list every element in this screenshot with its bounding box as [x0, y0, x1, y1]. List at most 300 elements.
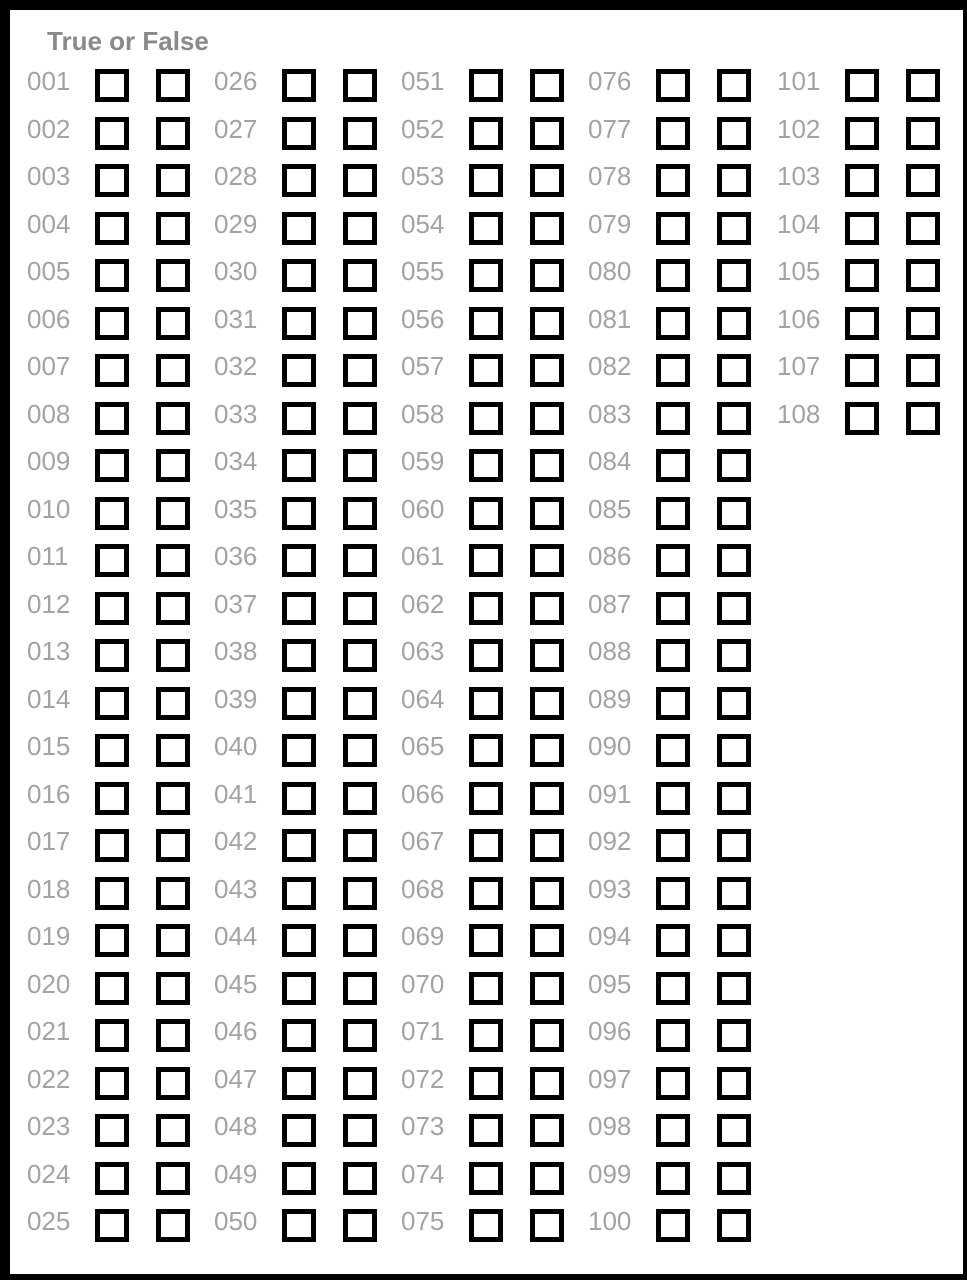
true-checkbox[interactable]: [656, 877, 690, 910]
false-checkbox[interactable]: [530, 117, 564, 150]
false-checkbox[interactable]: [717, 1067, 751, 1100]
true-checkbox[interactable]: [469, 164, 503, 197]
answer-row: [27, 114, 207, 157]
false-checkbox[interactable]: [717, 972, 751, 1005]
true-checkbox[interactable]: [282, 69, 316, 102]
false-checkbox[interactable]: [717, 449, 751, 482]
false-checkbox[interactable]: [343, 1209, 377, 1242]
answer-row: [27, 161, 207, 204]
question-number: 106: [777, 304, 821, 334]
false-checkbox[interactable]: [530, 924, 564, 957]
true-checkbox[interactable]: [469, 402, 503, 435]
false-checkbox[interactable]: [343, 972, 377, 1005]
question-number: 027: [214, 114, 258, 144]
false-checkbox[interactable]: [717, 402, 751, 435]
true-checkbox[interactable]: [95, 877, 129, 910]
true-checkbox[interactable]: [282, 829, 316, 862]
true-checkbox[interactable]: [656, 734, 690, 767]
true-checkbox[interactable]: [282, 877, 316, 910]
answer-row: [27, 1111, 207, 1154]
false-checkbox[interactable]: [717, 259, 751, 292]
false-checkbox[interactable]: [530, 402, 564, 435]
true-checkbox[interactable]: [95, 1019, 129, 1052]
false-checkbox[interactable]: [343, 1019, 377, 1052]
false-checkbox[interactable]: [530, 1209, 564, 1242]
false-checkbox[interactable]: [530, 1019, 564, 1052]
question-number: 039: [214, 684, 258, 714]
question-number: 089: [588, 684, 632, 714]
question-number: 009: [27, 446, 71, 476]
true-checkbox[interactable]: [845, 402, 879, 435]
true-checkbox[interactable]: [656, 1209, 690, 1242]
true-checkbox[interactable]: [282, 497, 316, 530]
true-checkbox[interactable]: [282, 1067, 316, 1100]
answer-row: [214, 589, 394, 632]
false-checkbox[interactable]: [717, 1209, 751, 1242]
false-checkbox[interactable]: [156, 1114, 190, 1147]
true-checkbox[interactable]: [845, 69, 879, 102]
false-checkbox[interactable]: [343, 924, 377, 957]
false-checkbox[interactable]: [156, 829, 190, 862]
false-checkbox[interactable]: [906, 212, 940, 245]
question-number: 052: [401, 114, 445, 144]
false-checkbox[interactable]: [530, 212, 564, 245]
false-checkbox[interactable]: [343, 354, 377, 387]
question-number: 083: [588, 399, 632, 429]
answer-row: [214, 66, 394, 109]
answer-row: [214, 874, 394, 917]
false-checkbox[interactable]: [530, 687, 564, 720]
answer-row: [401, 969, 581, 1012]
true-checkbox[interactable]: [95, 829, 129, 862]
false-checkbox[interactable]: [343, 69, 377, 102]
true-checkbox[interactable]: [469, 1114, 503, 1147]
false-checkbox[interactable]: [717, 592, 751, 625]
false-checkbox[interactable]: [530, 307, 564, 340]
question-number: 010: [27, 494, 71, 524]
true-checkbox[interactable]: [282, 117, 316, 150]
true-checkbox[interactable]: [282, 972, 316, 1005]
answer-row: [777, 114, 957, 157]
true-checkbox[interactable]: [845, 259, 879, 292]
false-checkbox[interactable]: [343, 259, 377, 292]
false-checkbox[interactable]: [717, 354, 751, 387]
false-checkbox[interactable]: [156, 734, 190, 767]
false-checkbox[interactable]: [717, 877, 751, 910]
false-checkbox[interactable]: [156, 69, 190, 102]
true-checkbox[interactable]: [95, 354, 129, 387]
true-checkbox[interactable]: [95, 1162, 129, 1195]
false-checkbox[interactable]: [717, 1162, 751, 1195]
false-checkbox[interactable]: [156, 164, 190, 197]
false-checkbox[interactable]: [343, 592, 377, 625]
true-checkbox[interactable]: [845, 117, 879, 150]
false-checkbox[interactable]: [343, 449, 377, 482]
false-checkbox[interactable]: [343, 544, 377, 577]
question-number: 084: [588, 446, 632, 476]
true-checkbox[interactable]: [469, 829, 503, 862]
true-checkbox[interactable]: [469, 924, 503, 957]
true-checkbox[interactable]: [469, 497, 503, 530]
true-checkbox[interactable]: [656, 1019, 690, 1052]
true-checkbox[interactable]: [656, 544, 690, 577]
question-number: 073: [401, 1111, 445, 1141]
true-checkbox[interactable]: [95, 734, 129, 767]
true-checkbox[interactable]: [95, 69, 129, 102]
answer-row: [27, 589, 207, 632]
answer-row: [27, 874, 207, 917]
question-number: 028: [214, 161, 258, 191]
question-number: 067: [401, 826, 445, 856]
false-checkbox[interactable]: [530, 544, 564, 577]
question-number: 066: [401, 779, 445, 809]
question-number: 074: [401, 1159, 445, 1189]
false-checkbox[interactable]: [156, 782, 190, 815]
true-checkbox[interactable]: [282, 924, 316, 957]
false-checkbox[interactable]: [156, 639, 190, 672]
answer-row: [401, 921, 581, 964]
false-checkbox[interactable]: [343, 1067, 377, 1100]
true-checkbox[interactable]: [95, 972, 129, 1005]
answer-row: [27, 684, 207, 727]
true-checkbox[interactable]: [95, 687, 129, 720]
true-checkbox[interactable]: [656, 972, 690, 1005]
true-checkbox[interactable]: [656, 117, 690, 150]
true-checkbox[interactable]: [469, 972, 503, 1005]
true-checkbox[interactable]: [469, 259, 503, 292]
true-checkbox[interactable]: [95, 592, 129, 625]
false-checkbox[interactable]: [717, 829, 751, 862]
question-number: 091: [588, 779, 632, 809]
question-number: 075: [401, 1206, 445, 1236]
question-number: 103: [777, 161, 821, 191]
false-checkbox[interactable]: [156, 972, 190, 1005]
false-checkbox[interactable]: [530, 69, 564, 102]
question-number: 092: [588, 826, 632, 856]
false-checkbox[interactable]: [156, 497, 190, 530]
answer-row: [214, 161, 394, 204]
question-number: 108: [777, 399, 821, 429]
false-checkbox[interactable]: [343, 687, 377, 720]
false-checkbox[interactable]: [156, 924, 190, 957]
false-checkbox[interactable]: [530, 259, 564, 292]
true-checkbox[interactable]: [469, 354, 503, 387]
question-number: 088: [588, 636, 632, 666]
false-checkbox[interactable]: [156, 1067, 190, 1100]
question-number: 024: [27, 1159, 71, 1189]
true-checkbox[interactable]: [282, 544, 316, 577]
true-checkbox[interactable]: [469, 544, 503, 577]
true-checkbox[interactable]: [656, 449, 690, 482]
false-checkbox[interactable]: [530, 972, 564, 1005]
false-checkbox[interactable]: [717, 687, 751, 720]
false-checkbox[interactable]: [717, 924, 751, 957]
false-checkbox[interactable]: [343, 117, 377, 150]
true-checkbox[interactable]: [95, 924, 129, 957]
true-checkbox[interactable]: [469, 592, 503, 625]
answer-row: [401, 446, 581, 489]
true-checkbox[interactable]: [282, 212, 316, 245]
false-checkbox[interactable]: [717, 639, 751, 672]
true-checkbox[interactable]: [95, 212, 129, 245]
false-checkbox[interactable]: [343, 782, 377, 815]
false-checkbox[interactable]: [530, 639, 564, 672]
question-number: 072: [401, 1064, 445, 1094]
true-checkbox[interactable]: [282, 1209, 316, 1242]
false-checkbox[interactable]: [530, 449, 564, 482]
false-checkbox[interactable]: [343, 1114, 377, 1147]
false-checkbox[interactable]: [343, 164, 377, 197]
true-checkbox[interactable]: [656, 1114, 690, 1147]
false-checkbox[interactable]: [156, 877, 190, 910]
true-checkbox[interactable]: [845, 212, 879, 245]
answer-row: [401, 1159, 581, 1202]
true-checkbox[interactable]: [656, 592, 690, 625]
false-checkbox[interactable]: [717, 544, 751, 577]
false-checkbox[interactable]: [530, 734, 564, 767]
true-checkbox[interactable]: [469, 687, 503, 720]
true-checkbox[interactable]: [469, 449, 503, 482]
question-number: 032: [214, 351, 258, 381]
answer-row: [401, 1206, 581, 1249]
question-number: 034: [214, 446, 258, 476]
answer-row: [777, 161, 957, 204]
false-checkbox[interactable]: [156, 212, 190, 245]
true-checkbox[interactable]: [282, 307, 316, 340]
answer-row: [777, 209, 957, 252]
false-checkbox[interactable]: [717, 117, 751, 150]
true-checkbox[interactable]: [656, 1162, 690, 1195]
true-checkbox[interactable]: [469, 117, 503, 150]
false-checkbox[interactable]: [156, 307, 190, 340]
true-checkbox[interactable]: [282, 449, 316, 482]
false-checkbox[interactable]: [717, 734, 751, 767]
question-number: 058: [401, 399, 445, 429]
question-number: 011: [27, 541, 69, 571]
true-checkbox[interactable]: [656, 402, 690, 435]
false-checkbox[interactable]: [906, 259, 940, 292]
answer-row: [214, 1064, 394, 1107]
false-checkbox[interactable]: [156, 592, 190, 625]
true-checkbox[interactable]: [95, 259, 129, 292]
false-checkbox[interactable]: [343, 639, 377, 672]
false-checkbox[interactable]: [156, 687, 190, 720]
answer-row: [401, 1064, 581, 1107]
true-checkbox[interactable]: [469, 877, 503, 910]
true-checkbox[interactable]: [469, 1019, 503, 1052]
true-checkbox[interactable]: [282, 782, 316, 815]
false-checkbox[interactable]: [156, 117, 190, 150]
true-checkbox[interactable]: [656, 639, 690, 672]
false-checkbox[interactable]: [906, 307, 940, 340]
answer-row: [588, 826, 768, 869]
true-checkbox[interactable]: [469, 639, 503, 672]
false-checkbox[interactable]: [906, 164, 940, 197]
true-checkbox[interactable]: [656, 259, 690, 292]
answer-row: [214, 684, 394, 727]
false-checkbox[interactable]: [156, 402, 190, 435]
true-checkbox[interactable]: [95, 497, 129, 530]
true-checkbox[interactable]: [282, 402, 316, 435]
true-checkbox[interactable]: [282, 354, 316, 387]
false-checkbox[interactable]: [343, 307, 377, 340]
answer-row: [588, 684, 768, 727]
true-checkbox[interactable]: [95, 449, 129, 482]
false-checkbox[interactable]: [717, 1019, 751, 1052]
true-checkbox[interactable]: [282, 1114, 316, 1147]
true-checkbox[interactable]: [95, 307, 129, 340]
false-checkbox[interactable]: [343, 497, 377, 530]
true-checkbox[interactable]: [656, 924, 690, 957]
true-checkbox[interactable]: [469, 212, 503, 245]
answer-row: [27, 399, 207, 442]
false-checkbox[interactable]: [906, 354, 940, 387]
false-checkbox[interactable]: [906, 402, 940, 435]
false-checkbox[interactable]: [530, 592, 564, 625]
true-checkbox[interactable]: [469, 1067, 503, 1100]
false-checkbox[interactable]: [530, 1114, 564, 1147]
false-checkbox[interactable]: [530, 782, 564, 815]
true-checkbox[interactable]: [282, 734, 316, 767]
true-checkbox[interactable]: [656, 307, 690, 340]
answer-row: [588, 494, 768, 537]
false-checkbox[interactable]: [530, 1067, 564, 1100]
false-checkbox[interactable]: [156, 259, 190, 292]
answer-row: [27, 731, 207, 774]
true-checkbox[interactable]: [282, 1019, 316, 1052]
true-checkbox[interactable]: [469, 734, 503, 767]
answer-row: [214, 304, 394, 347]
false-checkbox[interactable]: [906, 69, 940, 102]
question-number: 013: [27, 636, 71, 666]
true-checkbox[interactable]: [282, 687, 316, 720]
true-checkbox[interactable]: [656, 164, 690, 197]
answer-row: [401, 209, 581, 252]
true-checkbox[interactable]: [282, 164, 316, 197]
false-checkbox[interactable]: [906, 117, 940, 150]
false-checkbox[interactable]: [156, 1209, 190, 1242]
false-checkbox[interactable]: [343, 829, 377, 862]
false-checkbox[interactable]: [530, 1162, 564, 1195]
true-checkbox[interactable]: [282, 639, 316, 672]
true-checkbox[interactable]: [656, 1067, 690, 1100]
false-checkbox[interactable]: [717, 212, 751, 245]
question-number: 023: [27, 1111, 71, 1141]
answer-row: [27, 1064, 207, 1107]
true-checkbox[interactable]: [95, 1114, 129, 1147]
true-checkbox[interactable]: [469, 782, 503, 815]
answer-row: [214, 826, 394, 869]
answer-row: [401, 304, 581, 347]
question-number: 042: [214, 826, 258, 856]
question-number: 047: [214, 1064, 258, 1094]
true-checkbox[interactable]: [282, 259, 316, 292]
answer-row: [27, 826, 207, 869]
true-checkbox[interactable]: [95, 782, 129, 815]
question-number: 006: [27, 304, 71, 334]
true-checkbox[interactable]: [469, 1209, 503, 1242]
true-checkbox[interactable]: [656, 782, 690, 815]
false-checkbox[interactable]: [343, 877, 377, 910]
question-number: 053: [401, 161, 445, 191]
false-checkbox[interactable]: [156, 1162, 190, 1195]
false-checkbox[interactable]: [530, 497, 564, 530]
true-checkbox[interactable]: [282, 1162, 316, 1195]
answer-row: [588, 114, 768, 157]
answer-row: [27, 1206, 207, 1249]
answer-row: [401, 161, 581, 204]
answer-row: [27, 1016, 207, 1059]
false-checkbox[interactable]: [530, 164, 564, 197]
true-checkbox[interactable]: [95, 544, 129, 577]
question-number: 079: [588, 209, 632, 239]
true-checkbox[interactable]: [656, 497, 690, 530]
false-checkbox[interactable]: [717, 1114, 751, 1147]
question-number: 086: [588, 541, 632, 571]
false-checkbox[interactable]: [530, 829, 564, 862]
answer-row: [401, 1016, 581, 1059]
false-checkbox[interactable]: [717, 69, 751, 102]
true-checkbox[interactable]: [469, 69, 503, 102]
true-checkbox[interactable]: [469, 307, 503, 340]
question-number: 002: [27, 114, 71, 144]
false-checkbox[interactable]: [156, 1019, 190, 1052]
false-checkbox[interactable]: [343, 402, 377, 435]
true-checkbox[interactable]: [845, 307, 879, 340]
true-checkbox[interactable]: [95, 164, 129, 197]
false-checkbox[interactable]: [156, 544, 190, 577]
true-checkbox[interactable]: [95, 402, 129, 435]
false-checkbox[interactable]: [156, 449, 190, 482]
true-checkbox[interactable]: [656, 829, 690, 862]
true-checkbox[interactable]: [845, 164, 879, 197]
false-checkbox[interactable]: [343, 1162, 377, 1195]
false-checkbox[interactable]: [530, 354, 564, 387]
answer-row: [588, 446, 768, 489]
true-checkbox[interactable]: [282, 592, 316, 625]
question-number: 105: [777, 256, 821, 286]
false-checkbox[interactable]: [530, 877, 564, 910]
answer-row: [214, 1016, 394, 1059]
true-checkbox[interactable]: [95, 639, 129, 672]
true-checkbox[interactable]: [469, 1162, 503, 1195]
true-checkbox[interactable]: [656, 212, 690, 245]
question-number: 056: [401, 304, 445, 334]
answer-row: [401, 731, 581, 774]
false-checkbox[interactable]: [717, 782, 751, 815]
question-number: 049: [214, 1159, 258, 1189]
true-checkbox[interactable]: [845, 354, 879, 387]
answer-row: [214, 494, 394, 537]
question-number: 016: [27, 779, 71, 809]
false-checkbox[interactable]: [156, 354, 190, 387]
answer-row: [214, 446, 394, 489]
true-checkbox[interactable]: [95, 1067, 129, 1100]
false-checkbox[interactable]: [343, 734, 377, 767]
true-checkbox[interactable]: [656, 354, 690, 387]
true-checkbox[interactable]: [656, 69, 690, 102]
answer-row: [588, 921, 768, 964]
false-checkbox[interactable]: [343, 212, 377, 245]
question-number: 040: [214, 731, 258, 761]
question-number: 090: [588, 731, 632, 761]
true-checkbox[interactable]: [95, 1209, 129, 1242]
true-checkbox[interactable]: [656, 687, 690, 720]
false-checkbox[interactable]: [717, 164, 751, 197]
false-checkbox[interactable]: [717, 307, 751, 340]
false-checkbox[interactable]: [717, 497, 751, 530]
true-checkbox[interactable]: [95, 117, 129, 150]
